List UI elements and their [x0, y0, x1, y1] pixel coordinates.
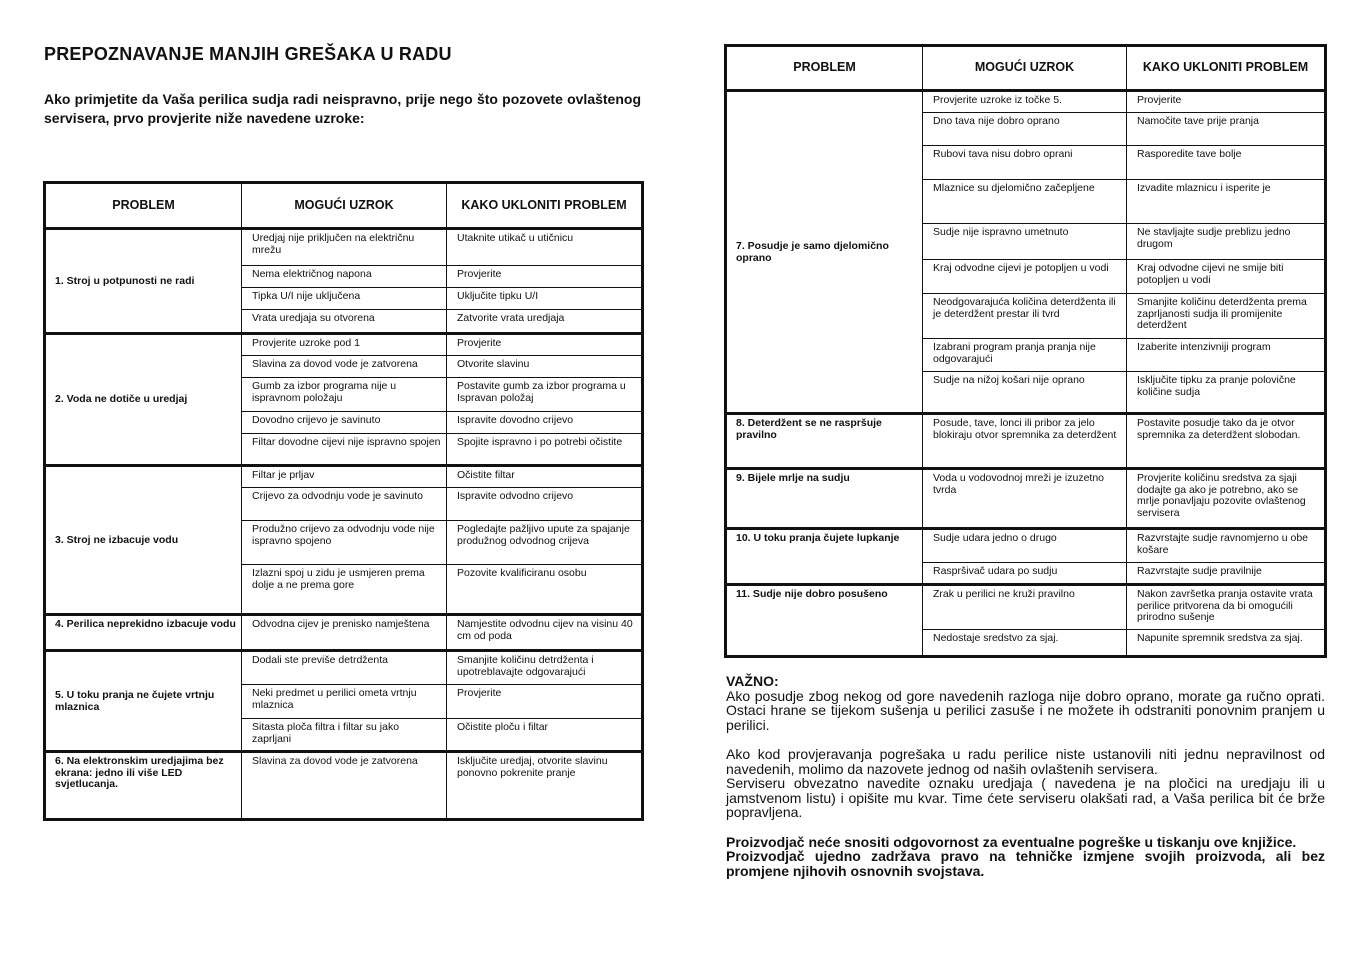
troubleshooting-table-right: [724, 44, 1327, 658]
remedy-cell: Napunite spremnik sredstva za sjaj.: [1127, 630, 1326, 657]
cause-cell: Uredjaj nije priključen na električnu mrežu: [242, 229, 447, 266]
cause-cell: Nema električnog napona: [242, 266, 447, 288]
table-row: [726, 414, 1326, 469]
cause-cell: Raspršivač udara po sudju: [923, 563, 1127, 585]
table-row: [45, 334, 643, 356]
remedy-cell: Namočite tave prije pranja: [1127, 113, 1326, 146]
problem-cell: 6. Na elektronskim uredjajima bez ekrana: jedno ili više LED svjetlucanja.: [45, 752, 242, 820]
remedy-cell: Provjerite: [1127, 91, 1326, 113]
remedy-cell: Postavite posudje tako da je otvor spremnika za deterdžent slobodan.: [1127, 414, 1326, 469]
cause-cell: Izabrani program pranja pranja nije odgovarajući: [923, 339, 1127, 372]
remedy-cell: Isključite tipku za pranje polovične količine sudja: [1127, 372, 1326, 414]
remedy-cell: Provjerite: [447, 685, 643, 719]
remedy-cell: Kraj odvodne cijevi ne smije biti potopljen u vodi: [1127, 260, 1326, 294]
remedy-cell: Provjerite: [447, 334, 643, 356]
cause-cell: Crijevo za odvodnju vode je savinuto: [242, 488, 447, 521]
cause-cell: Sudje udara jedno o drugo: [923, 529, 1127, 563]
notes-heading: VAŽNO:: [726, 673, 779, 689]
disclaimer-line-2: Proizvodjač ujedno zadržava pravo na tehničke izmjene svojih proizvoda, ali bez promjene njihovih osnovnih svojstava.: [726, 848, 1325, 879]
notes-paragraph-2b: Serviseru obvezatno navedite oznaku uredjaja ( navedena je na pločici na uredjaju ili u jamstvenom listu) i opišite mu kvar. Time ćete serviseru olakšati rad, a Vaša perilica bit će brže popravljena.: [726, 775, 1325, 820]
remedy-cell: Očistite ploču i filtar: [447, 719, 643, 752]
problem-cell: 7. Posudje je samo djelomično oprano: [726, 91, 923, 414]
problem-cell: 4. Perilica neprekidno izbacuje vodu: [45, 615, 242, 651]
table-row: [726, 469, 1326, 529]
cause-cell: Vrata uredjaja su otvorena: [242, 310, 447, 334]
cause-cell: Izlazni spoj u zidu je usmjeren prema dolje a ne prema gore: [242, 565, 447, 615]
cause-cell: Neodgovarajuća količina deterdženta ili je deterdžent prestar ili tvrd: [923, 294, 1127, 339]
remedy-cell: Pozovite kvalificiranu osobu: [447, 565, 643, 615]
remedy-cell: Spojite ispravno i po potrebi očistite: [447, 434, 643, 466]
column-header-problem: PROBLEM: [726, 46, 923, 91]
cause-cell: Tipka U/I nije uključena: [242, 288, 447, 310]
cause-cell: Zrak u perilici ne kruži pravilno: [923, 585, 1127, 630]
problem-cell: 5. U toku pranja ne čujete vrtnju mlaznica: [45, 651, 242, 752]
page-title: PREPOZNAVANJE MANJIH GREŠAKA U RADU: [44, 44, 452, 64]
notes-paragraph-1: Ako posudje zbog nekog od gore navedenih razloga nije dobro oprano, morate ga ručno oprati. Ostaci hrane se tijekom sušenja u perilici zasuše i ne možete ih odstraniti ponovnim pranjem u perilici.: [726, 687, 1325, 733]
remedy-cell: Smanjite količinu deterdženta prema zaprljanosti sudja ili promijenite deterdžent: [1127, 294, 1326, 339]
remedy-cell: Ispravite odvodno crijevo: [447, 488, 643, 521]
remedy-cell: Otvorite slavinu: [447, 356, 643, 378]
table-row: [45, 466, 643, 488]
problem-cell: 3. Stroj ne izbacuje vodu: [45, 466, 242, 615]
intro-text: Ako primjetite da Vaša perilica sudja radi neispravno, prije nego što pozovete ovlaštenog servisera, prvo provjerite niže navedene uzroke:: [44, 91, 641, 126]
remedy-cell: Ne stavljajte sudje preblizu jedno drugom: [1127, 224, 1326, 260]
cause-cell: Kraj odvodne cijevi je potopljen u vodi: [923, 260, 1127, 294]
remedy-cell: Uključite tipku U/I: [447, 288, 643, 310]
cause-cell: Dodali ste previše detrdženta: [242, 651, 447, 685]
table-row: [45, 229, 643, 266]
remedy-cell: Pogledajte pažljivo upute za spajanje produžnog odvodnog crijeva: [447, 521, 643, 565]
disclaimer-line-1: Proizvodjač neće snositi odgovornost za eventualne pogreške u tiskanju ove knjižice.: [726, 833, 1297, 850]
notes-paragraph-2a: Ako kod provjeravanja pogrešaka u radu perilice niste ustanovili niti jednu nepravilnost od navedenih, molimo da nazovete jednog od naših ovlaštenih servisera.: [726, 746, 1325, 777]
cause-cell: Gumb za izbor programa nije u ispravnom položaju: [242, 378, 447, 412]
remedy-cell: Isključite uredjaj, otvorite slavinu ponovno pokrenite pranje: [447, 752, 643, 820]
cause-cell: Slavina za dovod vode je zatvorena: [242, 356, 447, 378]
cause-cell: Sudje na nižoj košari nije oprano: [923, 372, 1127, 414]
cause-cell: Sudje nije ispravno umetnuto: [923, 224, 1127, 260]
important-notes: [726, 674, 1325, 893]
cause-cell: Voda u vodovodnoj mreži je izuzetno tvrda: [923, 469, 1127, 529]
remedy-cell: Provjerite količinu sredstva za sjaji dodajte ga ako je potrebno, ako se mrlje ponavljaju pozovite ovlaštenog servisera: [1127, 469, 1326, 529]
table-row: [726, 91, 1326, 113]
troubleshooting-table-left: [43, 181, 644, 821]
table-row: [726, 529, 1326, 563]
problem-cell: 9. Bijele mrlje na sudju: [726, 469, 923, 529]
remedy-cell: Zatvorite vrata uredjaja: [447, 310, 643, 334]
table-row: [45, 651, 643, 685]
cause-cell: Dno tava nije dobro oprano: [923, 113, 1127, 146]
table-row: [726, 585, 1326, 630]
problem-cell: 1. Stroj u potpunosti ne radi: [45, 229, 242, 334]
problem-cell: 2. Voda ne dotiče u uredjaj: [45, 334, 242, 466]
remedy-cell: Utaknite utikač u utičnicu: [447, 229, 643, 266]
cause-cell: Produžno crijevo za odvodnju vode nije ispravno spojeno: [242, 521, 447, 565]
remedy-cell: Smanjite količinu detrdženta i upotreblavajte odgovarajući: [447, 651, 643, 685]
cause-cell: Provjerite uzroke iz točke 5.: [923, 91, 1127, 113]
remedy-cell: Namjestite odvodnu cijev na visinu 40 cm od poda: [447, 615, 643, 651]
remedy-cell: Provjerite: [447, 266, 643, 288]
column-header-cause: MOGUĆI UZROK: [923, 46, 1127, 91]
remedy-cell: Izvadite mlaznicu i isperite je: [1127, 180, 1326, 224]
cause-cell: Posude, tave, lonci ili pribor za jelo blokiraju otvor spremnika za deterdžent: [923, 414, 1127, 469]
cause-cell: Rubovi tava nisu dobro oprani: [923, 146, 1127, 180]
cause-cell: Provjerite uzroke pod 1: [242, 334, 447, 356]
column-header-remedy: KAKO UKLONITI PROBLEM: [1127, 46, 1326, 91]
cause-cell: Filtar je prljav: [242, 466, 447, 488]
cause-cell: Mlaznice su djelomično začepljene: [923, 180, 1127, 224]
problem-cell: 11. Sudje nije dobro posušeno: [726, 585, 923, 657]
remedy-cell: Očistite filtar: [447, 466, 643, 488]
cause-cell: Neki predmet u perilici ometa vrtnju mlaznica: [242, 685, 447, 719]
remedy-cell: Postavite gumb za izbor programa u Ispravan položaj: [447, 378, 643, 412]
table-row: [45, 615, 643, 651]
table-row: [45, 752, 643, 820]
cause-cell: Dovodno crijevo je savinuto: [242, 412, 447, 434]
remedy-cell: Razvrstajte sudje ravnomjerno u obe košare: [1127, 529, 1326, 563]
remedy-cell: Rasporedite tave bolje: [1127, 146, 1326, 180]
remedy-cell: Nakon završetka pranja ostavite vrata perilice pritvorena da bi omogućili prirodno sušenje: [1127, 585, 1326, 630]
column-header-problem: PROBLEM: [45, 183, 242, 229]
problem-cell: 8. Deterdžent se ne raspršuje pravilno: [726, 414, 923, 469]
cause-cell: Nedostaje sredstvo za sjaj.: [923, 630, 1127, 657]
remedy-cell: Ispravite dovodno crijevo: [447, 412, 643, 434]
remedy-cell: Izaberite intenzivniji program: [1127, 339, 1326, 372]
cause-cell: Sitasta ploča filtra i filtar su jako zaprljani: [242, 719, 447, 752]
cause-cell: Filtar dovodne cijevi nije ispravno spojen: [242, 434, 447, 466]
column-header-cause: MOGUĆI UZROK: [242, 183, 447, 229]
column-header-remedy: KAKO UKLONITI PROBLEM: [447, 183, 643, 229]
problem-cell: 10. U toku pranja čujete lupkanje: [726, 529, 923, 585]
remedy-cell: Razvrstajte sudje pravilnije: [1127, 563, 1326, 585]
cause-cell: Slavina za dovod vode je zatvorena: [242, 752, 447, 820]
cause-cell: Odvodna cijev je prenisko namještena: [242, 615, 447, 651]
